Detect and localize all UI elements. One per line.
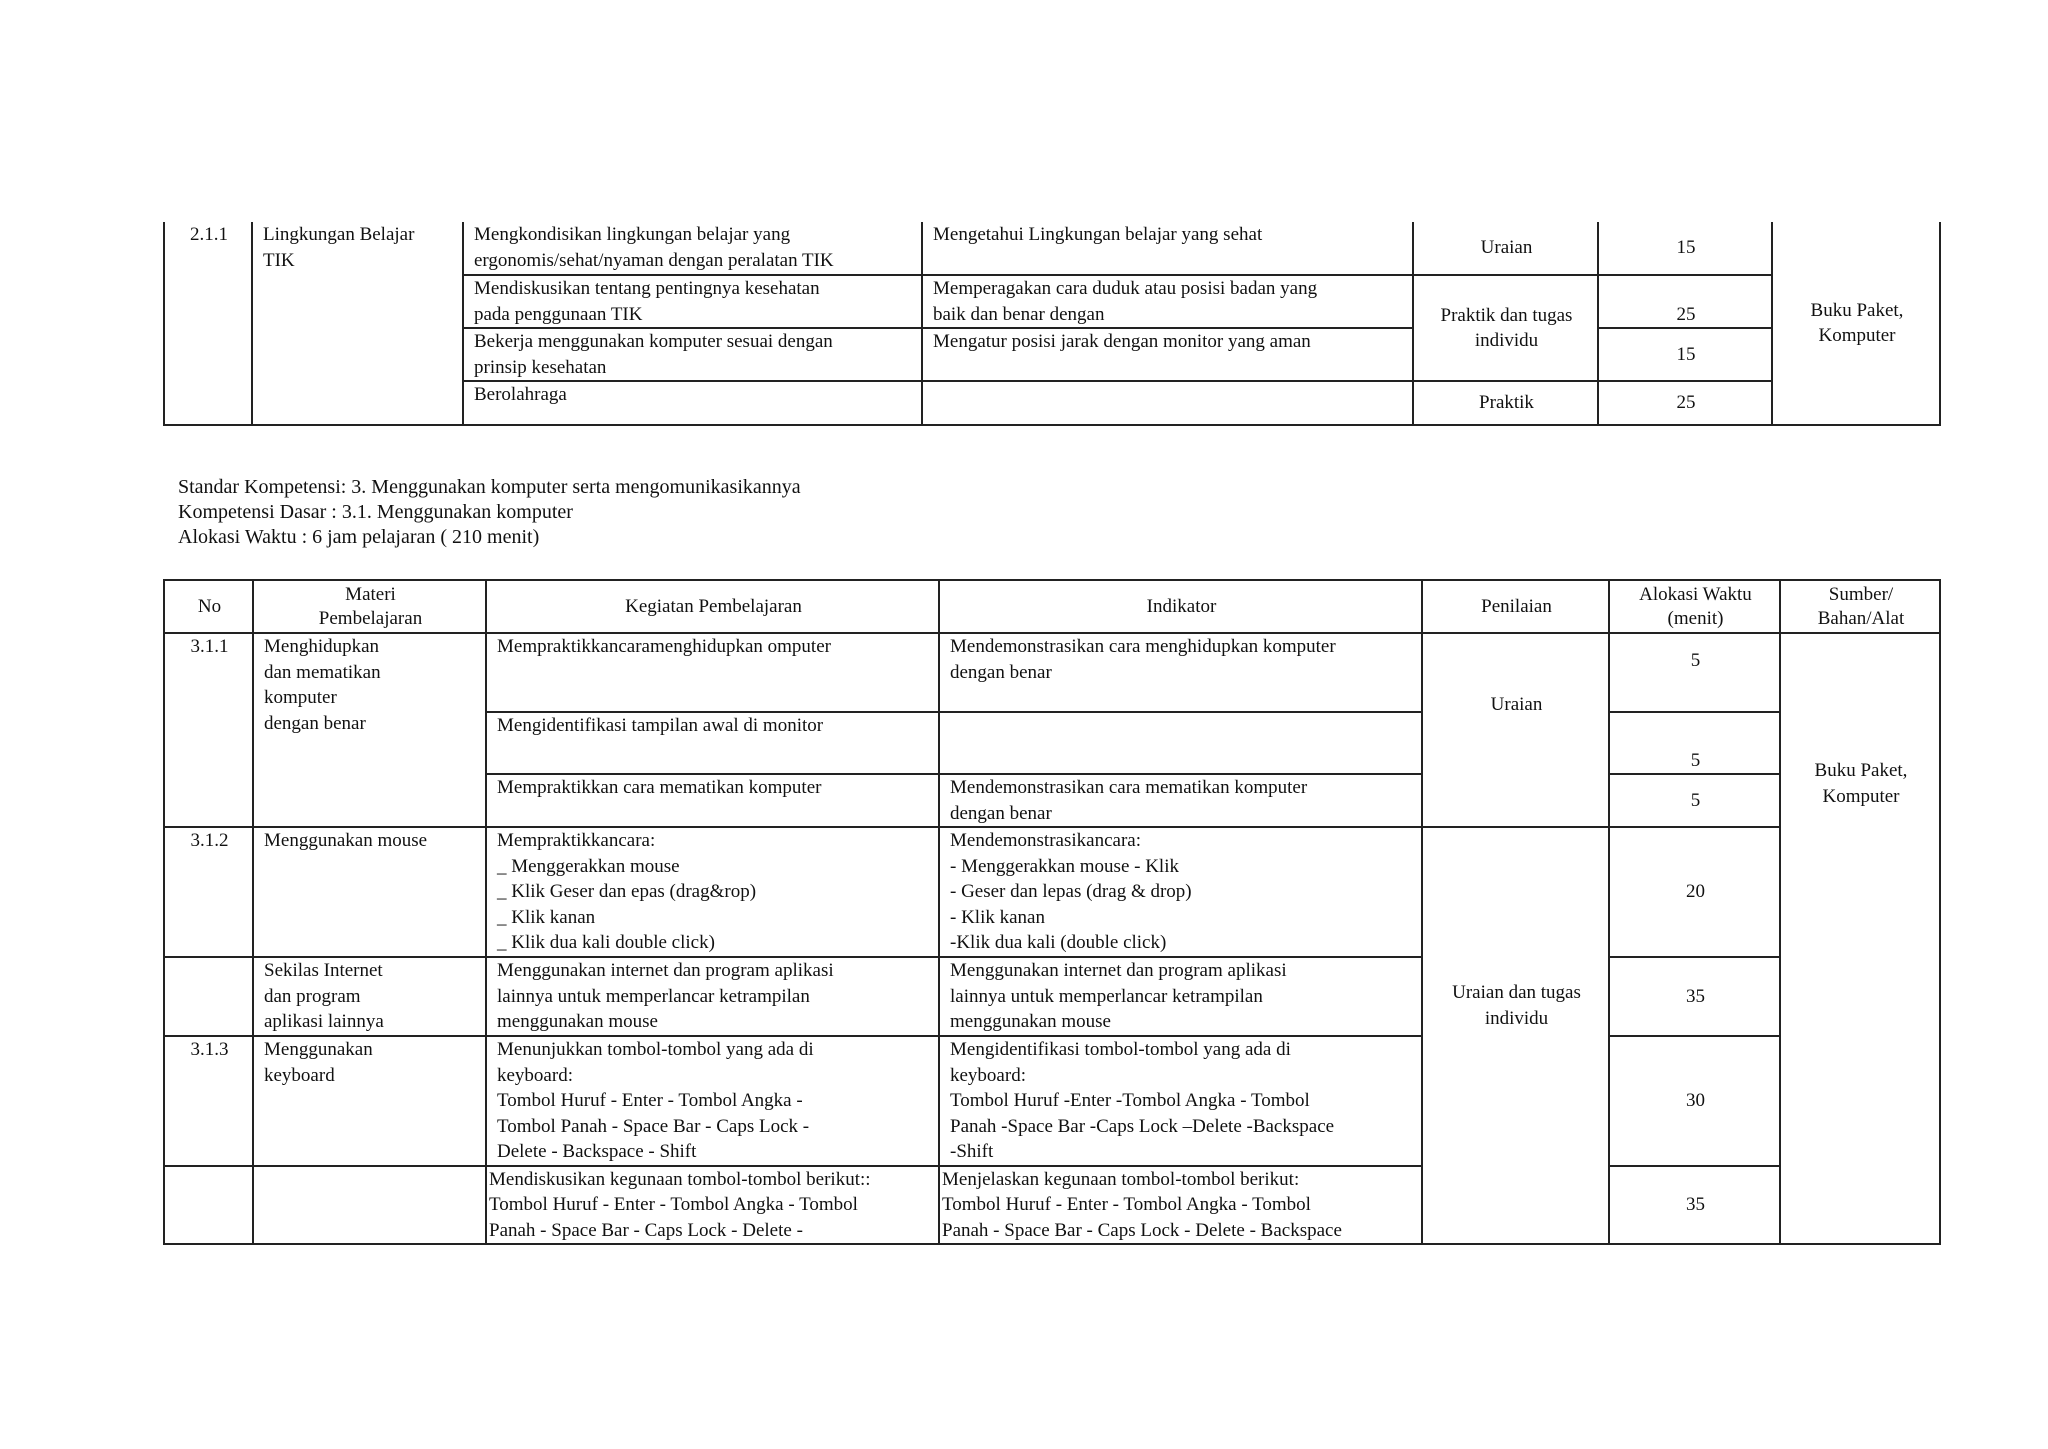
g1-indikator-2	[939, 712, 1422, 774]
table1-penilaian-3: Praktik	[1413, 381, 1598, 425]
g1-penilaian: Uraian	[1422, 633, 1609, 827]
row-no-empty	[164, 1166, 253, 1245]
table1-indikator-1: Mengetahui Lingkungan belajar yang sehat	[922, 222, 1413, 275]
g4-kegiatan: Menunjukkan tombol-tombol yang ada di keyboard: Tombol Huruf - Enter - Tombol Angka - Tombol Panah - Space Bar - Caps Lock - Delete - Backspace - Shift	[486, 1036, 939, 1166]
table1-penilaian-1: Uraian	[1413, 222, 1598, 275]
g1-kegiatan-2: Mengidentifikasi tampilan awal di monitor	[486, 712, 939, 774]
table1-indikator-2: Memperagakan cara duduk atau posisi badan yang baik dan benar dengan	[922, 275, 1413, 328]
row-materi-empty	[253, 1166, 486, 1245]
g1-indikator-3: Mendemonstrasikan cara mematikan komputer dengan benar	[939, 774, 1422, 827]
g1-kegiatan-1: Mempraktikkancaramenghidupkan omputer	[486, 633, 939, 712]
table1-waktu-1: 15	[1598, 222, 1772, 275]
table1-kegiatan-4: Berolahraga	[463, 381, 922, 425]
g1-waktu-1: 5	[1609, 633, 1780, 712]
row-materi-3-1-1: Menghidupkan dan mematikan komputer dengan benar	[253, 633, 486, 827]
table1-waktu-2: 25	[1598, 275, 1772, 328]
table1-kegiatan-2: Mendiskusikan tentang pentingnya kesehatan pada penggunaan TIK	[463, 275, 922, 328]
g5-kegiatan: Mendiskusikan kegunaan tombol-tombol berikut:: Tombol Huruf - Enter - Tombol Angka - Tombol Panah - Space Bar - Caps Lock - Delete -	[486, 1166, 939, 1245]
table1-kegiatan-3: Bekerja menggunakan komputer sesuai dengan prinsip kesehatan	[463, 328, 922, 381]
g1-waktu-2: 5	[1609, 712, 1780, 774]
kompetensi-dasar: Kompetensi Dasar : 3.1. Menggunakan komputer	[178, 501, 573, 523]
row-materi-3-1-2: Menggunakan mouse	[253, 827, 486, 957]
g3-waktu: 35	[1609, 957, 1780, 1036]
header-waktu: Alokasi Waktu (menit)	[1609, 580, 1780, 633]
header-kegiatan: Kegiatan Pembelajaran	[486, 580, 939, 633]
rpp-table-continuation	[163, 222, 1941, 426]
rpp-table-3-1	[163, 579, 1941, 1245]
table1-indikator-3: Mengatur posisi jarak dengan monitor yang aman	[922, 328, 1413, 381]
g3-indikator: Menggunakan internet dan program aplikasi lainnya untuk memperlancar ketrampilan menggunakan mouse	[939, 957, 1422, 1036]
alokasi-waktu: Alokasi Waktu : 6 jam pelajaran ( 210 menit)	[178, 526, 540, 548]
table1-waktu-3: 15	[1598, 328, 1772, 381]
g1-kegiatan-3: Mempraktikkan cara mematikan komputer	[486, 774, 939, 827]
table1-penilaian-2: Praktik dan tugas individu	[1413, 275, 1598, 381]
g4-waktu: 30	[1609, 1036, 1780, 1166]
row-no-3-1-1: 3.1.1	[164, 633, 253, 827]
row-materi-internet: Sekilas Internet dan program aplikasi lainnya	[253, 957, 486, 1036]
g2-indikator: Mendemonstrasikancara: - Menggerakkan mouse - Klik - Geser dan lepas (drag & drop) - Klik kanan -Klik dua kali (double click)	[939, 827, 1422, 957]
table1-kegiatan-1: Mengkondisikan lingkungan belajar yang ergonomis/sehat/nyaman dengan peralatan TIK	[463, 222, 922, 275]
row-no-3-1-2: 3.1.2	[164, 827, 253, 957]
g2-5-penilaian: Uraian dan tugas individu	[1422, 827, 1609, 1244]
table1-materi: Lingkungan Belajar TIK	[252, 222, 463, 425]
header-indikator: Indikator	[939, 580, 1422, 633]
header-no: No	[164, 580, 253, 633]
g5-waktu: 35	[1609, 1166, 1780, 1245]
g2-kegiatan: Mempraktikkancara: _ Menggerakkan mouse _ Klik Geser dan epas (drag&rop) _ Klik kanan _ Klik dua kali double click)	[486, 827, 939, 957]
g5-indikator: Menjelaskan kegunaan tombol-tombol berikut: Tombol Huruf - Enter - Tombol Angka - Tombol Panah - Space Bar - Caps Lock - Delete - Backspace	[939, 1166, 1422, 1245]
table2-sumber: Buku Paket, Komputer	[1780, 633, 1940, 1244]
g1-indikator-1: Mendemonstrasikan cara menghidupkan komputer dengan benar	[939, 633, 1422, 712]
g1-waktu-3: 5	[1609, 774, 1780, 827]
row-no-3-1-3: 3.1.3	[164, 1036, 253, 1166]
header-materi: Materi Pembelajaran	[253, 580, 486, 633]
g4-indikator: Mengidentifikasi tombol-tombol yang ada di keyboard: Tombol Huruf -Enter -Tombol Angka - Tombol Panah -Space Bar -Caps Lock –Delete -Backspace -Shift	[939, 1036, 1422, 1166]
g3-kegiatan: Menggunakan internet dan program aplikasi lainnya untuk memperlancar ketrampilan menggunakan mouse	[486, 957, 939, 1036]
table1-indikator-4	[922, 381, 1413, 425]
table1-sumber: Buku Paket, Komputer	[1772, 222, 1940, 425]
table1-waktu-4: 25	[1598, 381, 1772, 425]
table1-no: 2.1.1	[164, 222, 252, 425]
g2-waktu: 20	[1609, 827, 1780, 957]
header-penilaian: Penilaian	[1422, 580, 1609, 633]
standar-kompetensi: Standar Kompetensi: 3. Menggunakan komputer serta mengomunikasikannya	[178, 476, 801, 498]
header-sumber: Sumber/ Bahan/Alat	[1780, 580, 1940, 633]
row-materi-3-1-3: Menggunakan keyboard	[253, 1036, 486, 1166]
row-no-internet	[164, 957, 253, 1036]
